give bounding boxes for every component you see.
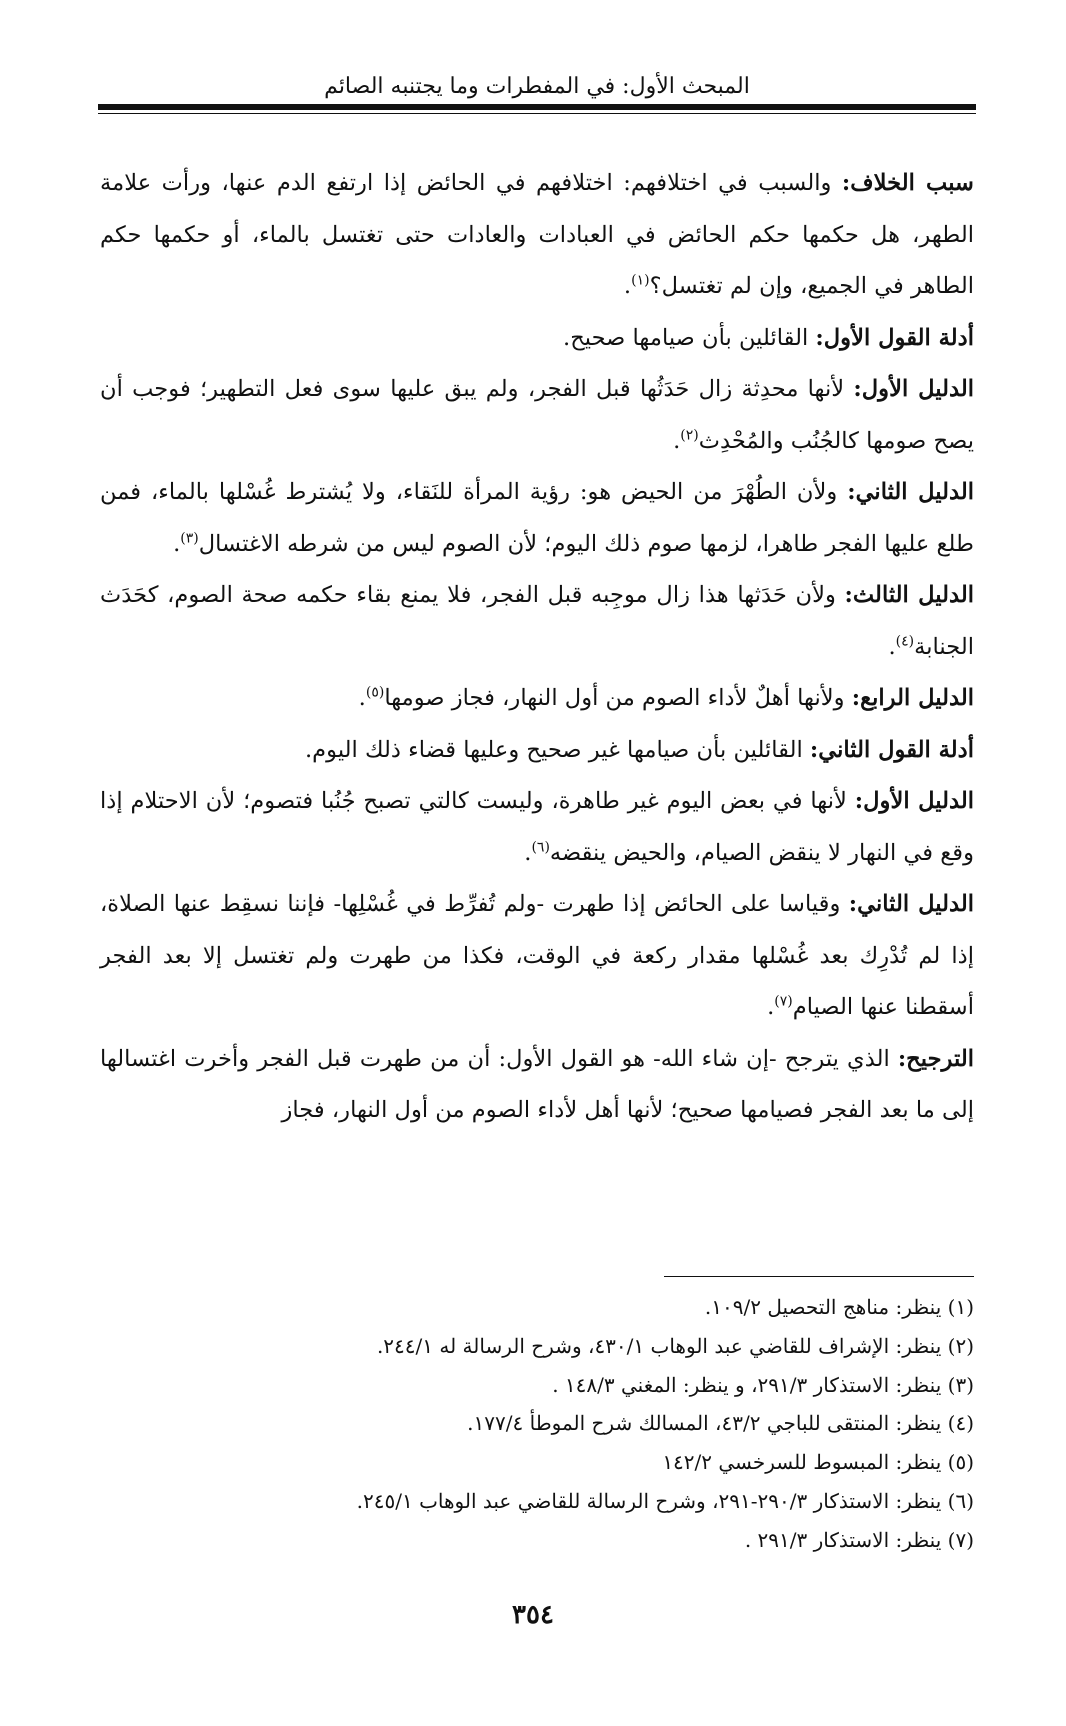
footnote-ref[interactable]: (٦) (531, 838, 550, 855)
paragraph-second-opinion-evidence (100, 725, 974, 777)
paragraph-first-opinion-evidence (100, 313, 974, 365)
header-rule (98, 104, 976, 110)
paragraph-preponderance (100, 1034, 974, 1137)
paragraph-end: . (767, 994, 775, 1020)
paragraph-label: الدليل الأول: (854, 788, 975, 814)
paragraph-evidence-3 (100, 570, 974, 673)
paragraph-evidence-2 (100, 467, 974, 570)
paragraph-text: ولأن حَدَثها هذا زال موجِبه قبل الفجر، فلا يمنع بقاء حكمه صحة الصوم، كحَدَث الجنابة (100, 582, 974, 660)
footnote-item: (٦) ينظر: الاستذكار ٢٩٠/٣-٢٩١، وشرح الرسالة للقاضي عبد الوهاب ٢٤٥/١. (356, 1488, 974, 1513)
footnote-ref[interactable]: (٥) (365, 684, 385, 701)
page-number: ٣٥٤ (512, 1600, 554, 1630)
footnote-item: (٤) ينظر: المنتقى للباجي ٤٣/٢، المسالك شرح الموطأ ١٧٧/٤. (467, 1411, 974, 1436)
footnote-ref[interactable]: (١) (631, 272, 650, 289)
paragraph-text: والسبب في اختلافهم: اختلافهم في الحائض إذا ارتفع الدم عنها، ورأت علامة الطهر، هل حكمها حكم الحائض في العبادات والعادات حتى تغتسل بالماء، أو حكمها حكم الطاهر في الجميع، وإن لم تغتسل؟ (100, 170, 974, 299)
paragraph-label: الدليل الثالث: (844, 582, 974, 608)
footnotes (100, 1288, 974, 1560)
running-header: المبحث الأول: في المفطرات وما يجتنبه الصائم (324, 74, 750, 99)
footnote-ref[interactable]: (٣) (180, 529, 199, 546)
main-text (100, 158, 974, 1137)
paragraph-evidence-1 (100, 364, 974, 467)
paragraph-text: القائلين بأن صيامها صحيح. (563, 324, 816, 351)
paragraph-label: الدليل الثاني: (847, 479, 974, 505)
paragraph-end: . (524, 839, 532, 866)
paragraph-end: . (673, 427, 681, 454)
paragraph-label: الدليل الرابع: (851, 685, 974, 711)
footnote-item: (٧) ينظر: الاستذكار ٢٩١/٣ . (744, 1527, 974, 1552)
footnote-ref[interactable]: (٧) (774, 993, 793, 1010)
paragraph-text: وقياسا على الحائض إذا طهرت -ولم تُفرِّط في غُسْلِها- فإننا نسقِط عنها الصلاة، إذا لم تُدْرِك بعد غُسْلها مقدار ركعة في الوقت، فكذا من طهرت ولم تغتسل إلا بعد الفجر أسقطنا عنها الصيام (100, 891, 974, 1020)
footnote-item: (٢) ينظر: الإشراف للقاضي عبد الوهاب ٤٣٠/١، وشرح الرسالة له ٢٤٤/١. (376, 1333, 974, 1358)
footnote-separator (664, 1276, 974, 1277)
footnote-ref[interactable]: (٢) (680, 426, 699, 443)
paragraph-text: القائلين بأن صيامها غير صحيح وعليها قضاء ذلك اليوم. (305, 736, 810, 763)
footnote-item: (٥) ينظر: المبسوط للسرخسي ١٤٢/٢ (662, 1450, 974, 1475)
paragraph-text: ولأن الطُهْرَ من الحيض هو: رؤية المرأة للنَقاء، ولا يُشترط غُسْلها بالماء، فمن طلع عليها الفجر طاهرا، لزمها صوم ذلك اليوم؛ لأن الصوم ليس من شرطه الاغتسال (100, 479, 974, 557)
paragraph-end: . (358, 685, 366, 711)
paragraph-cause-of-dispute (100, 158, 974, 313)
paragraph-evidence-4 (100, 673, 974, 725)
paragraph-label: الترجيح: (897, 1045, 974, 1072)
paragraph-text: الذي يترجح -إن شاء الله- هو القول الأول: أن من طهرت قبل الفجر وأخرت اغتسالها إلى ما بعد الفجر فصيامها صحيح؛ لأنها أهل لأداء الصوم من أول النهار، فجاز (100, 1045, 974, 1123)
paragraph-text: ولأنها أهلٌ لأداء الصوم من أول النهار، فجاز صومها (384, 685, 852, 711)
paragraph-label: أدلة القول الأول: (815, 324, 974, 351)
paragraph-end: . (173, 530, 181, 557)
paragraph-end: . (888, 633, 896, 660)
paragraph-label: الدليل الثاني: (848, 891, 974, 917)
paragraph-text: لأنها محدِثة زال حَدَثُها قبل الفجر، ولم يبق عليها سوى فعل التطهير؛ فوجب أن يصح صومها كالجُنُب والمُحْدِث (100, 376, 974, 454)
footnote-item: (١) ينظر: مناهج التحصيل ١٠٩/٢. (704, 1295, 974, 1319)
footnote-ref[interactable]: (٤) (895, 632, 915, 649)
footnote-item: (٣) ينظر: الاستذكار ٢٩١/٣، و ينظر: المغني ١٤٨/٣ . (552, 1372, 974, 1397)
paragraph-second-evidence-2 (100, 879, 974, 1034)
paragraph-end: . (623, 273, 632, 299)
paragraph-label: الدليل الأول: (853, 376, 974, 402)
paragraph-label: سبب الخلاف: (841, 170, 974, 196)
paragraph-second-evidence-1 (100, 776, 974, 879)
paragraph-text: لأنها في بعض اليوم غير طاهرة، وليست كالتي تصبح جُنُبا فتصوم؛ لأن الاحتلام إذا وقع في النهار لا ينقض الصيام، والحيض ينقضه (100, 788, 974, 866)
paragraph-label: أدلة القول الثاني: (809, 736, 974, 763)
